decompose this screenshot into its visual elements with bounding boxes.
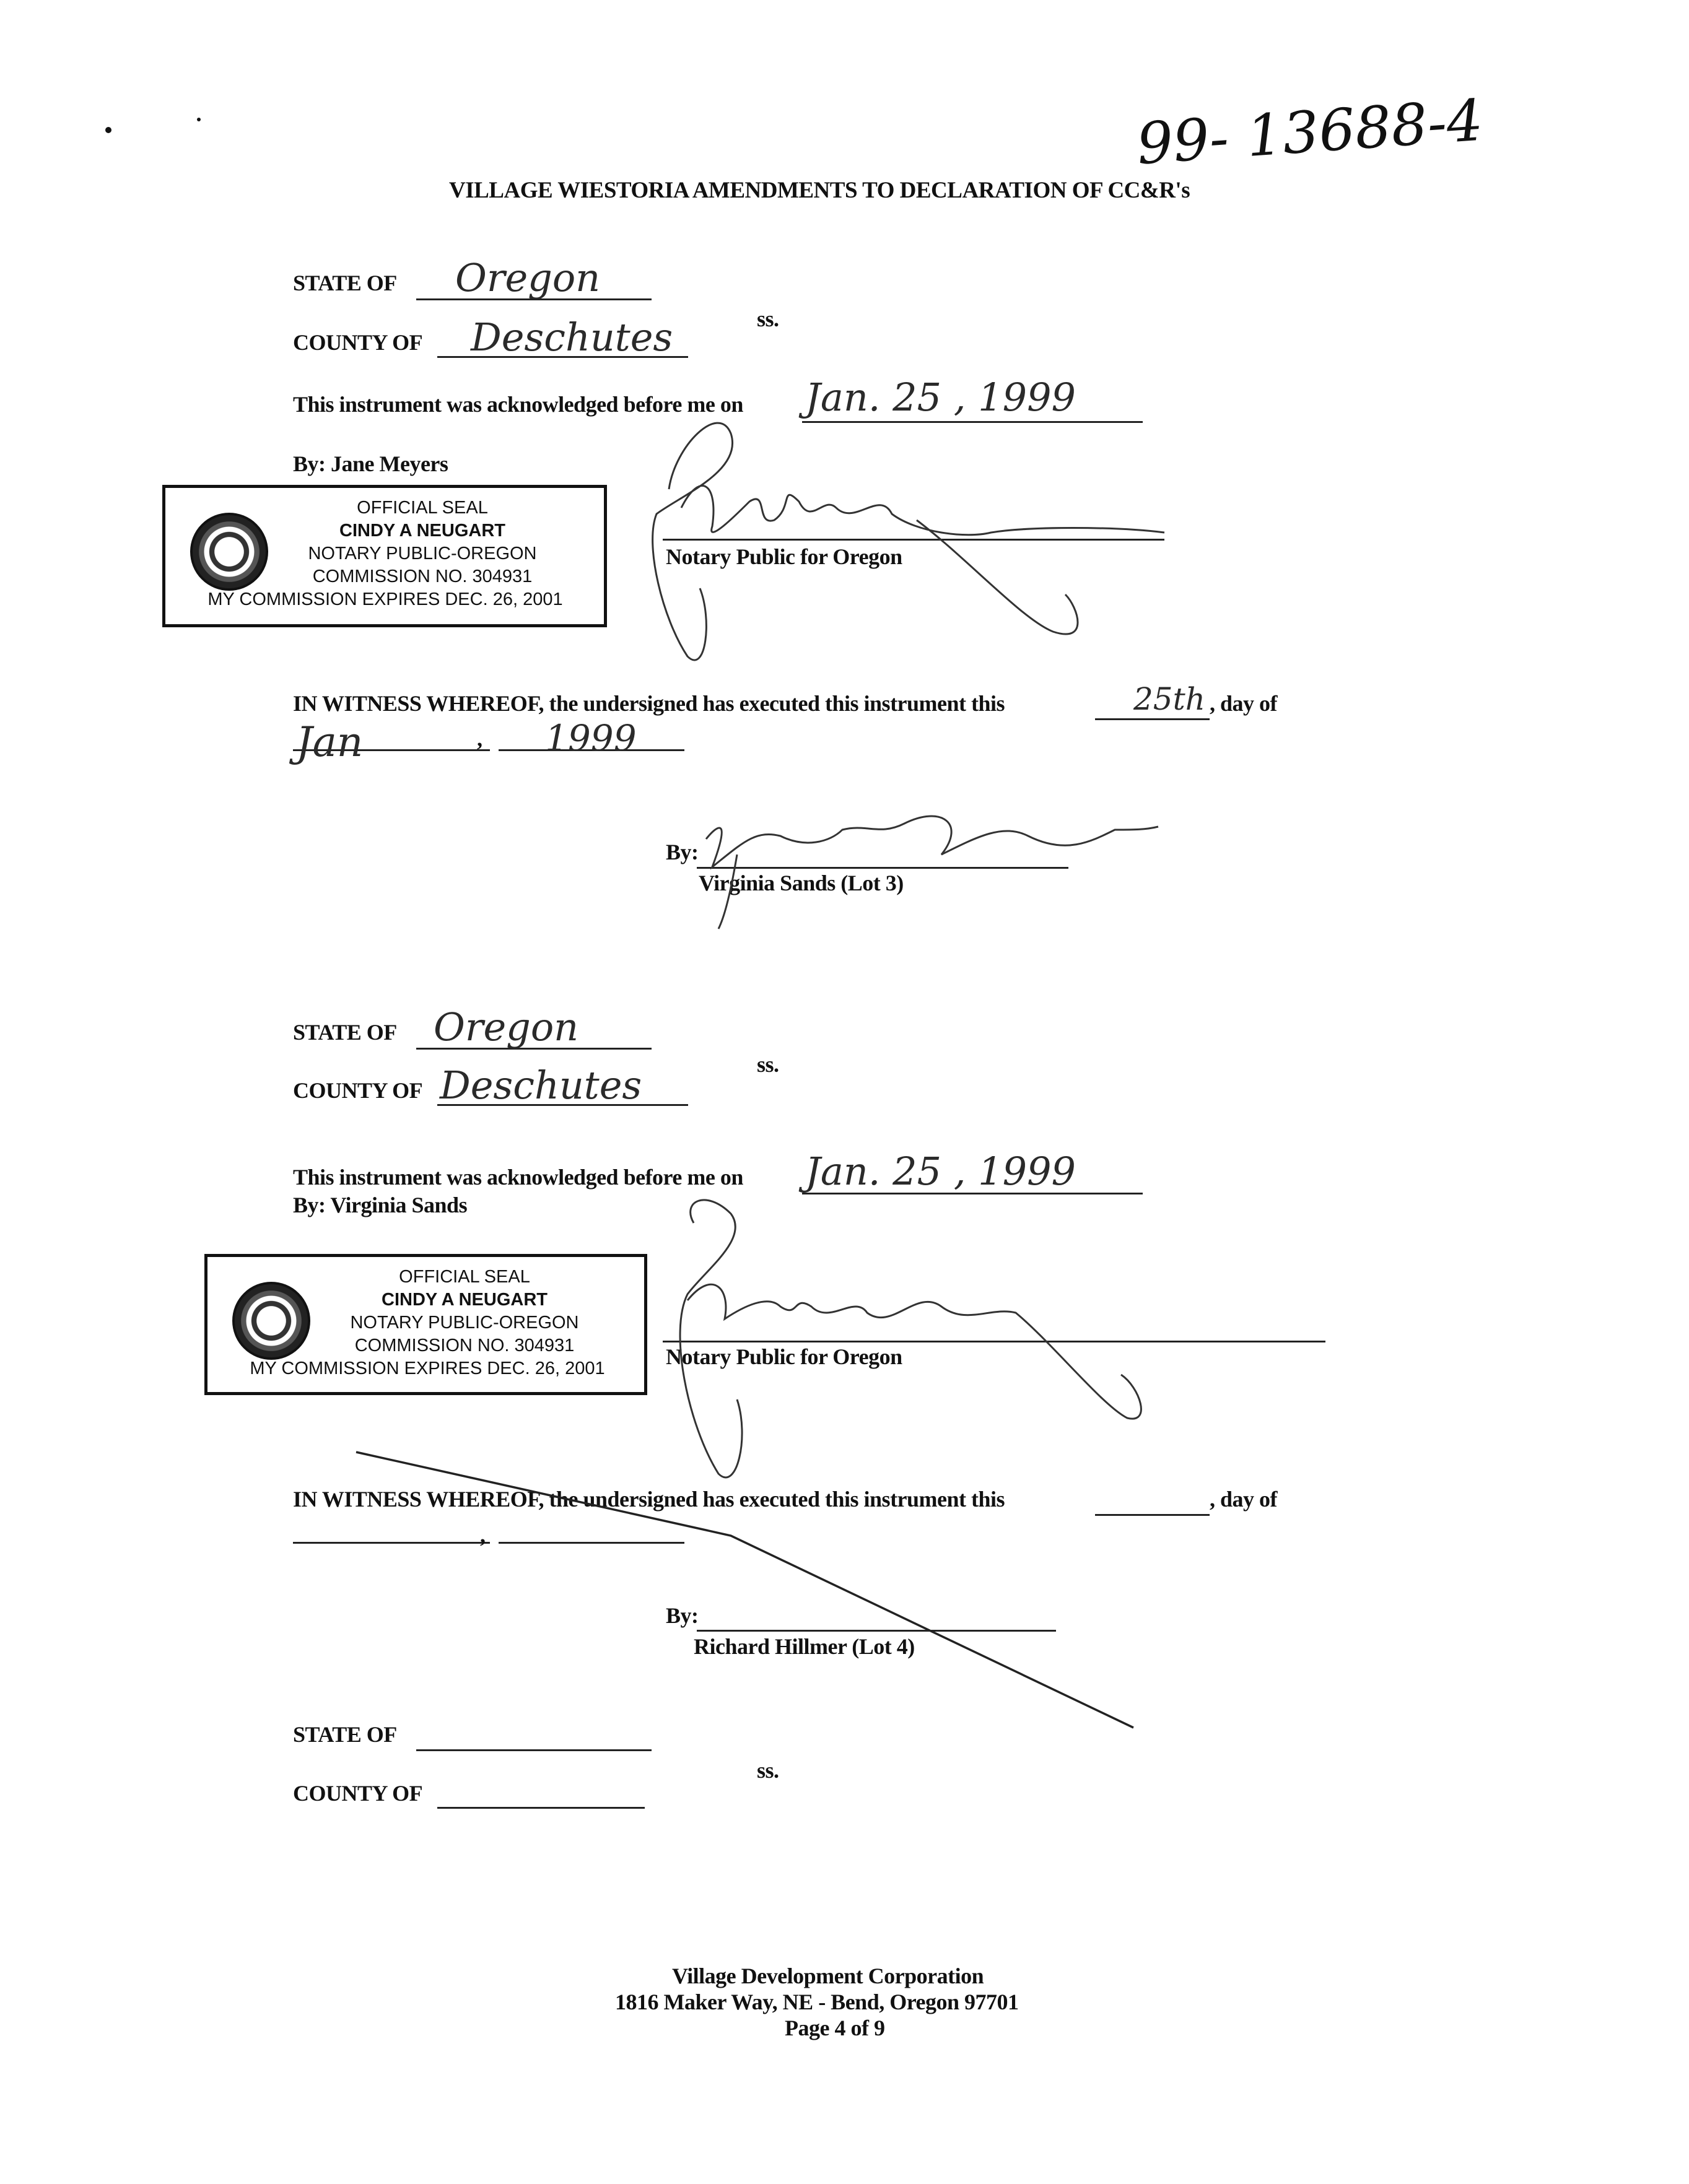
by-name-2: By: Virginia Sands	[293, 1193, 468, 1217]
by-label-2: By:	[666, 1603, 699, 1628]
notary-public-label-1: Notary Public for Oregon	[666, 544, 902, 569]
state-label-1: STATE OF	[293, 271, 397, 295]
ack-text-1: This instrument was acknowledged before me on	[293, 392, 743, 417]
day-of-1: , day of	[1210, 691, 1278, 716]
seal-line: NOTARY PUBLIC-OREGON	[350, 1313, 579, 1333]
seal-line: CINDY A NEUGART	[382, 1290, 548, 1310]
document-number: 99- 13688-4	[1134, 87, 1485, 178]
county-label-1: COUNTY OF	[293, 330, 423, 355]
seal-line: NOTARY PUBLIC-OREGON	[308, 544, 537, 563]
county-value-1: Deschutes	[471, 315, 673, 360]
ss-2: ss.	[757, 1052, 779, 1077]
signer-name-2: Richard Hillmer (Lot 4)	[694, 1634, 915, 1659]
witness-day-1: 25th	[1133, 681, 1205, 717]
footer-page-number: Page 4 of 9	[785, 2016, 885, 2040]
footer-company: Village Development Corporation	[672, 1964, 984, 1988]
witness-year-1: 1999	[545, 717, 637, 759]
witness-month-1: Jan	[296, 718, 364, 766]
footer-address: 1816 Maker Way, NE - Bend, Oregon 97701	[615, 1990, 1019, 2014]
witness-comma-1: ,	[477, 726, 482, 751]
ss-1: ss.	[757, 307, 779, 331]
ss-3: ss.	[757, 1758, 779, 1783]
seal-line: CINDY A NEUGART	[339, 521, 505, 541]
seal-line: OFFICIAL SEAL	[357, 498, 488, 518]
witness-text-2: IN WITNESS WHEREOF, the undersigned has executed this instrument this	[293, 1487, 1005, 1512]
ack-date-1: Jan. 25 , 1999	[805, 375, 1076, 420]
state-value-2: Oregon	[434, 1004, 579, 1050]
county-label-2: COUNTY OF	[293, 1078, 423, 1103]
seal-line: MY COMMISSION EXPIRES DEC. 26, 2001	[250, 1359, 605, 1378]
state-value-1: Oregon	[455, 255, 601, 300]
ack-date-2: Jan. 25 , 1999	[805, 1149, 1076, 1194]
ack-text-2: This instrument was acknowledged before me on	[293, 1165, 743, 1190]
document-title: VILLAGE WIESTORIA AMENDMENTS TO DECLARATION OF CC&R's	[449, 178, 1190, 203]
notary-signature-2	[680, 1200, 1141, 1477]
seal-line: MY COMMISSION EXPIRES DEC. 26, 2001	[207, 590, 563, 609]
seal-line: COMMISSION NO. 304931	[312, 567, 533, 586]
seal-line: COMMISSION NO. 304931	[354, 1336, 575, 1355]
notary-public-label-2: Notary Public for Oregon	[666, 1344, 902, 1369]
signer-signature-1	[706, 816, 1158, 929]
state-label-2: STATE OF	[293, 1020, 397, 1045]
county-label-3: COUNTY OF	[293, 1781, 423, 1806]
witness-comma-2: ,	[480, 1523, 486, 1547]
witness-text-1: IN WITNESS WHEREOF, the undersigned has executed this instrument this	[293, 691, 1005, 716]
signer-name-1: Virginia Sands (Lot 3)	[699, 871, 904, 895]
day-of-2: , day of	[1210, 1487, 1278, 1512]
state-label-3: STATE OF	[293, 1722, 397, 1747]
by-name-1: By: Jane Meyers	[293, 451, 448, 476]
strike-through-line	[356, 1452, 1133, 1728]
county-value-2: Deschutes	[440, 1063, 642, 1108]
notary-signature-1	[653, 423, 1164, 660]
seal-line: OFFICIAL SEAL	[399, 1267, 530, 1287]
by-label-1: By:	[666, 840, 699, 864]
